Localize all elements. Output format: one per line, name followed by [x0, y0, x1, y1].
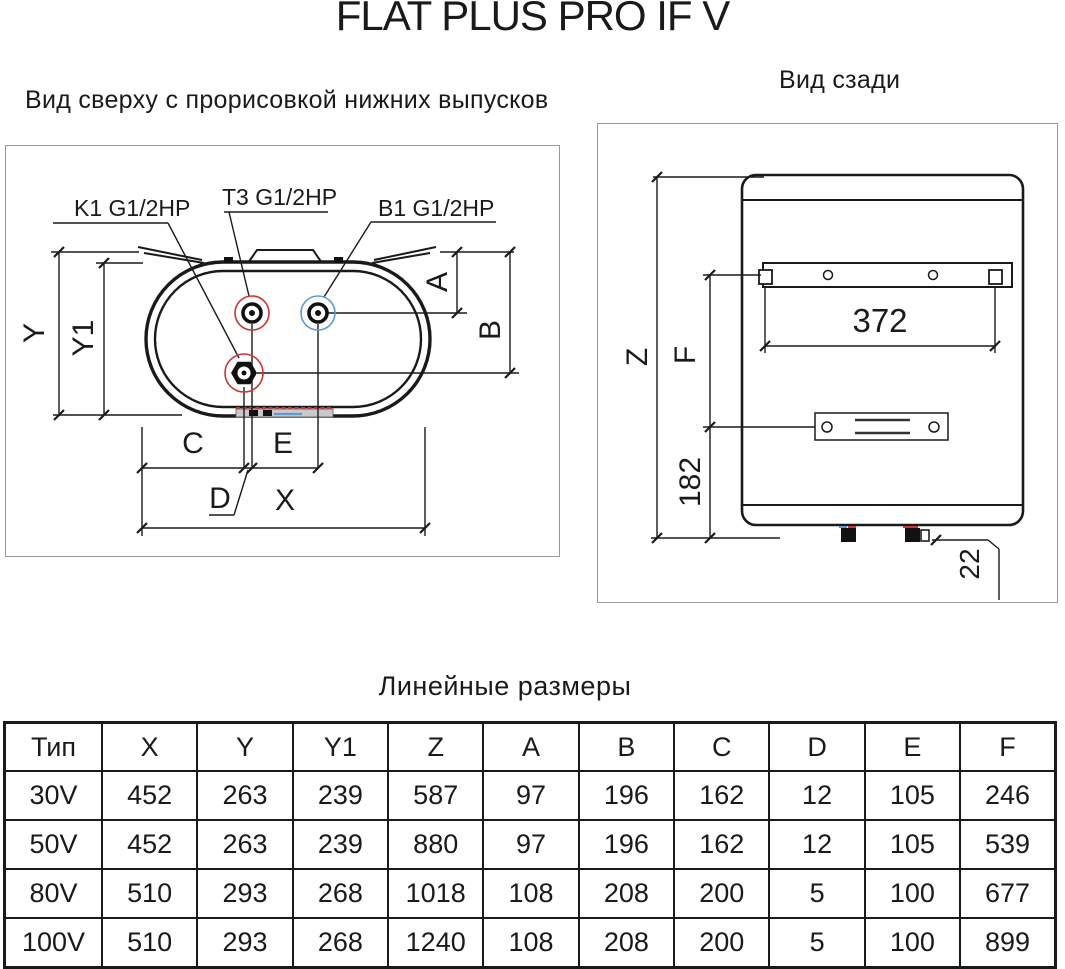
dim-label-d: D — [209, 482, 231, 515]
table-cell: 97 — [483, 820, 578, 869]
table-cell: 196 — [579, 820, 674, 869]
dimensions-table — [3, 721, 1057, 969]
table-cell: 293 — [197, 918, 292, 968]
table-cell: 50V — [5, 820, 103, 869]
table-cell: 105 — [865, 771, 960, 820]
table-cell: 5 — [769, 918, 864, 968]
table-cell: 510 — [102, 918, 197, 968]
top-view-drawing — [6, 146, 559, 555]
dim-value-22: 22 — [954, 548, 985, 580]
column-header: E — [865, 723, 960, 772]
table-cell: 108 — [483, 869, 578, 918]
table-header-row — [5, 723, 1056, 772]
top-view-caption: Вид сверху с прорисовкой нижних выпусков — [25, 86, 549, 114]
table-cell: 208 — [579, 869, 674, 918]
table-cell: 239 — [293, 820, 388, 869]
table-cell: 12 — [769, 820, 864, 869]
dim-label-c: C — [182, 427, 204, 460]
column-header: Тип — [5, 723, 103, 772]
table-title: Линейные размеры — [378, 671, 632, 701]
column-header: F — [960, 723, 1055, 772]
table-cell: 880 — [388, 820, 483, 869]
table-cell: 452 — [102, 771, 197, 820]
table-cell: 200 — [674, 918, 769, 968]
top-bracket — [759, 263, 1012, 287]
table-cell: 246 — [960, 771, 1055, 820]
table-body — [5, 771, 1056, 968]
table-cell: 100 — [865, 869, 960, 918]
dim-label-x: X — [274, 484, 296, 517]
table-cell: 268 — [293, 869, 388, 918]
page-title: FLAT PLUS PRO IF V — [335, 0, 730, 39]
column-header: D — [769, 723, 864, 772]
rear-view-caption: Вид сзади — [779, 66, 901, 94]
table-cell: 510 — [102, 869, 197, 918]
table-cell: 162 — [674, 820, 769, 869]
rear-view-panel — [597, 123, 1058, 603]
table-cell: 162 — [674, 771, 769, 820]
table-cell: 196 — [579, 771, 674, 820]
table-cell: 677 — [960, 869, 1055, 918]
table-row — [5, 918, 1056, 968]
table-cell: 108 — [483, 918, 578, 968]
table-cell: 452 — [102, 820, 197, 869]
dim-label-a: A — [421, 271, 454, 293]
column-header: Y — [197, 723, 292, 772]
table-cell: 268 — [293, 918, 388, 968]
heater-body — [742, 175, 1023, 525]
table-cell: 100 — [865, 918, 960, 968]
column-header: Y1 — [293, 723, 388, 772]
port-label-t3: T3 G1/2HP — [222, 184, 338, 210]
dim-label-y1: Y1 — [67, 319, 100, 357]
column-header: C — [674, 723, 769, 772]
table-cell: 587 — [388, 771, 483, 820]
dim-label-e: E — [272, 427, 294, 460]
table-row — [5, 820, 1056, 869]
table-cell: 899 — [960, 918, 1055, 968]
bottom-pipes — [839, 527, 929, 542]
table-cell: 208 — [579, 918, 674, 968]
table-cell: 5 — [769, 869, 864, 918]
table-cell: 1018 — [388, 869, 483, 918]
table-cell: 30V — [5, 771, 103, 820]
dim-value-182: 182 — [674, 456, 707, 508]
table-row — [5, 869, 1056, 918]
table-cell: 97 — [483, 771, 578, 820]
table-cell: 105 — [865, 820, 960, 869]
table-row — [5, 771, 1056, 820]
table-cell: 80V — [5, 869, 103, 918]
table-cell: 539 — [960, 820, 1055, 869]
tank-outline — [146, 257, 430, 416]
top-view-panel — [5, 145, 560, 557]
column-header: A — [483, 723, 578, 772]
dim-label-z: Z — [621, 347, 654, 367]
table-cell: 1240 — [388, 918, 483, 968]
table-cell: 263 — [197, 820, 292, 869]
dim-value-372: 372 — [852, 302, 908, 339]
lower-bracket — [815, 413, 948, 440]
table-cell: 239 — [293, 771, 388, 820]
table-cell: 12 — [769, 771, 864, 820]
table-cell: 100V — [5, 918, 103, 968]
table-cell: 200 — [674, 869, 769, 918]
table-cell: 293 — [197, 869, 292, 918]
table-cell: 263 — [197, 771, 292, 820]
port-label-b1: B1 G1/2HP — [378, 195, 495, 221]
rear-view-drawing — [598, 124, 1055, 600]
dim-label-f: F — [669, 345, 702, 365]
column-header: X — [102, 723, 197, 772]
dim-label-y: Y — [18, 322, 51, 344]
column-header: B — [579, 723, 674, 772]
column-header: Z — [388, 723, 483, 772]
dim-label-b: B — [474, 319, 507, 341]
port-label-k1: K1 G1/2HP — [74, 195, 191, 221]
